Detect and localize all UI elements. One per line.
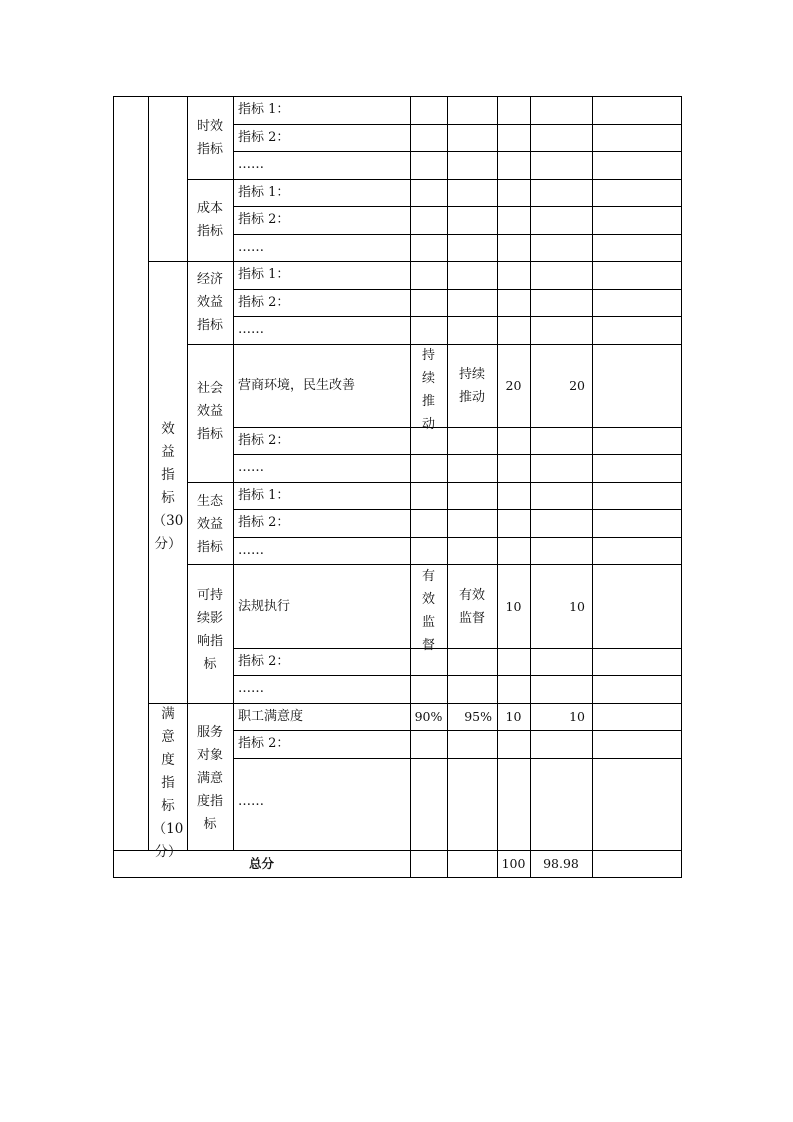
indicator-label: 指标 2： [238, 130, 290, 145]
grid-line [233, 427, 682, 428]
indicator-ellipsis: …… [238, 681, 264, 696]
category-service-satisfaction: 服务 对象 满意 度指 标 [196, 725, 223, 832]
indicator-label: 指标 2： [238, 736, 290, 751]
weight-value: 10 [505, 599, 522, 614]
indicator-label: 指标 2： [238, 654, 290, 669]
grid-line [233, 454, 682, 455]
grid-line [410, 96, 411, 878]
indicator-label: 指标 1： [238, 267, 290, 282]
total-score: 98.98 [543, 856, 579, 871]
target-value: 有 效 监 督 [421, 569, 435, 653]
indicator-ellipsis: …… [238, 157, 264, 172]
grid-line [233, 124, 682, 125]
indicator-label: 指标 1： [238, 488, 290, 503]
weight-value: 10 [505, 709, 522, 724]
indicator-label: 指标 2： [238, 515, 290, 530]
grid-line [113, 877, 682, 878]
grid-line [113, 850, 682, 851]
indicator-label: 职工满意度 [238, 709, 304, 724]
grid-line [187, 179, 682, 180]
grid-line [187, 482, 682, 483]
indicator-ellipsis: …… [238, 794, 264, 809]
grid-line [233, 316, 682, 317]
indicator-ellipsis: …… [238, 240, 264, 255]
grid-line [592, 96, 593, 878]
actual-value: 95% [464, 709, 492, 724]
indicator-label: 指标 2： [238, 433, 290, 448]
grid-line [497, 96, 498, 878]
indicator-label: 指标 1： [238, 102, 290, 117]
indicator-label: 指标 2： [238, 212, 290, 227]
total-weight: 100 [501, 856, 526, 871]
indicator-label: 法规执行 [238, 599, 291, 614]
grid-line [233, 730, 682, 731]
grid-line [233, 509, 682, 510]
score-value: 10 [569, 599, 585, 614]
score-value: 10 [569, 709, 585, 724]
grid-line [233, 758, 682, 759]
actual-value: 有效 监督 [458, 588, 485, 626]
category-timeliness: 时效 指标 [196, 119, 223, 157]
category-economic: 经济 效益 指标 [196, 272, 223, 333]
category-social: 社会 效益 指标 [196, 381, 223, 442]
grid-line [233, 648, 682, 649]
indicator-label: 指标 1： [238, 185, 290, 200]
score-value: 20 [569, 378, 585, 393]
category-ecological: 生态 效益 指标 [196, 494, 223, 555]
grid-line [233, 234, 682, 235]
weight-value: 20 [505, 378, 522, 393]
grid-line [233, 151, 682, 152]
grid-line [233, 537, 682, 538]
category-benefit: 效 益 指 标 （30 分） [152, 421, 184, 552]
target-value: 持 续 推 动 [421, 348, 435, 432]
indicator-ellipsis: …… [238, 322, 264, 337]
category-satisfaction: 满 意 度 指 标 （10 分） [152, 706, 184, 860]
indicator-ellipsis: …… [238, 543, 264, 558]
actual-value: 持续 推动 [458, 367, 485, 405]
grid-line [530, 96, 531, 878]
grid-line [447, 96, 448, 878]
grid-line [233, 675, 682, 676]
total-label: 总分 [248, 856, 274, 871]
indicator-label: 营商环境，民生改善 [238, 378, 356, 393]
target-value: 90% [414, 709, 443, 724]
grid-line [148, 261, 682, 262]
indicator-ellipsis: …… [238, 460, 264, 475]
grid-line [233, 206, 682, 207]
category-sustainable: 可持 续影 响指 标 [196, 588, 223, 672]
grid-line [681, 96, 682, 878]
grid-line [233, 289, 682, 290]
grid-line [233, 96, 234, 850]
indicator-label: 指标 2： [238, 295, 290, 310]
grid-line [113, 96, 682, 97]
category-cost: 成本 指标 [196, 201, 223, 239]
grid-line [113, 96, 114, 878]
grid-line [148, 703, 682, 704]
